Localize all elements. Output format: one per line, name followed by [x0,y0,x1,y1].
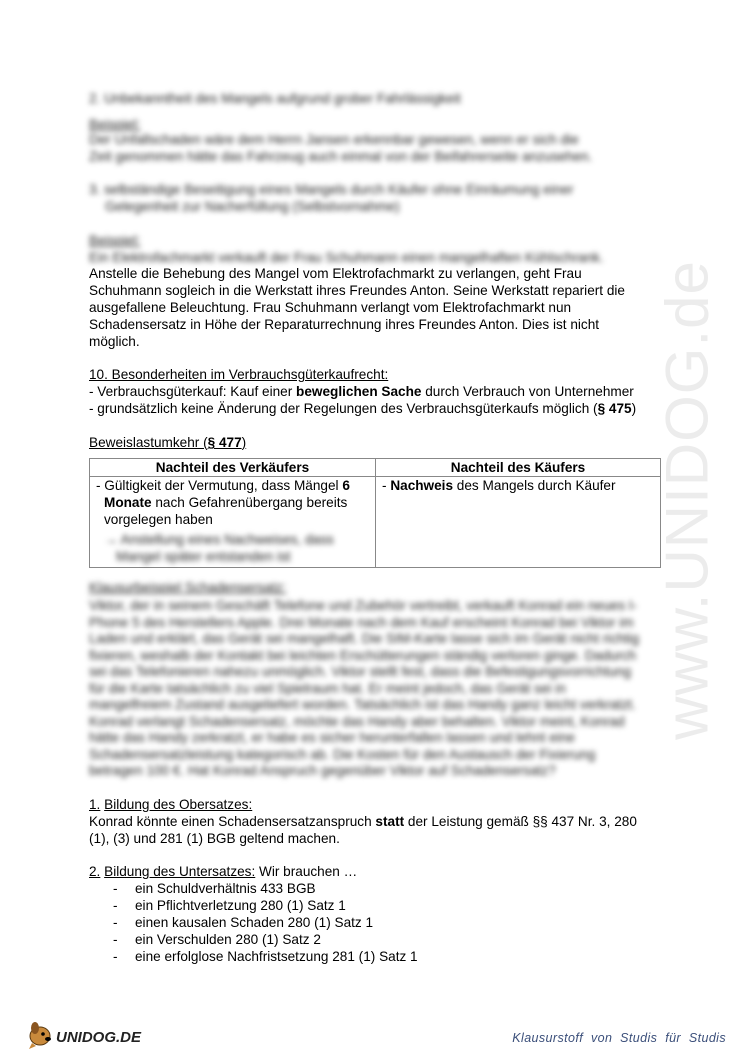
table-header: Nachteil des Käufers [376,459,661,477]
step-1-line-1: Konrad könnte einen Schadensersatzanspruch statt der Leistung gemäß §§ 437 Nr. 3, 280 [89,814,637,829]
step-1-line-2: (1), (3) und 281 (1) BGB geltend machen. [89,831,340,846]
blurred-item-3: 3. selbständige Beseitigung eines Mangels durch Käufer ohne Einräumung einer [89,182,574,197]
blurred-example-line: Ein Elektrofachmarkt verkauft der Frau Schuhmann einen mangelhaften Kühlschrank. [89,250,604,265]
blurred-case-line: mangelfreiem Zustand ausgeliefert worden. Tatsächlich ist das Handy ganz leicht verkratzt. [89,697,636,712]
table-cell-seller: - Gültigkeit der Vermutung, dass Mängel 6 Monate nach Gefahrenübergang bereits vorgelegen haben → Anstellung eines Nachweises, dass Mangel später entstanden ist [90,477,376,568]
blurred-case-line: fixieren, weshalb der Kontakt bei leichten Erschütterungen ständig verloren ginge. Dadurch [89,647,637,663]
beweislast-heading: Beweislastumkehr (§ 477) [89,435,247,450]
list-item: - ein Verschulden 280 (1) Satz 2 [113,932,321,947]
logo-text: UNIDOG.DE [56,1029,142,1046]
blurred-case-line: Konrad verlangt Schadensersatz, möchte das Handy aber behalten. Viktor meint, Konrad [89,713,625,729]
list-item: - einen kausalen Schaden 280 (1) Satz 1 [113,915,374,930]
section-10-heading: 10. Besonderheiten im Verbrauchsgüterkaufrecht: [89,367,389,382]
blurred-case-line: für die Karte tatsächlich zu viel Spielraum hat. Er meint jedoch, das Gerät sei in [89,680,566,696]
step-1-heading: 1. Bildung des Obersatzes: [89,797,253,812]
blurred-case-line: Viktor, der in seinem Geschäft Telefone und Zubehör vertreibt, verkauft Konrad ein neues I- [89,598,638,613]
blurred-case-line: Laden und erklärt, das Gerät sei mangelhaft. Die SIM-Karte lasse sich im Gerät nicht richtig [89,631,640,646]
example-line: Schadensersatz in Höhe der Reparaturrechnung ihres Freundes Anton. Dies ist nicht [89,317,600,332]
unidog-logo [26,1016,156,1050]
blurred-item-3: Gelegenheit zur Nacherfüllung (Selbstvornahme) [105,199,400,214]
blurred-example-label: Beispiel: [89,233,141,248]
step-2-heading: 2. Bildung des Untersatzes: Wir brauchen … [89,864,358,879]
list-item: - eine erfolglose Nachfristsetzung 281 (1) Satz 1 [113,949,418,964]
table-cell-buyer: - Nachweis des Mangels durch Käufer [376,477,661,568]
blurred-case-line: betragen 100 €. Hat Konrad Anspruch gegenüber Viktor auf Schadensersatz? [89,763,556,778]
example-line: möglich. [89,334,140,349]
section-10-line-2: - grundsätzlich keine Änderung der Regelungen des Verbrauchsgüterkaufs möglich (§ 475) [89,401,637,416]
blurred-case-line: Phone 5 des Herstellers Apple. Drei Monate nach dem Kauf erscheint Konrad bei Viktor im [89,614,634,630]
blurred-case-line: hätte das Handy zerkratzt, er habe es sicher herunterfallen lassen und lehnt eine [89,730,575,745]
list-item: - ein Schuldverhältnis 433 BGB [113,881,316,896]
blurred-item-2: 2. Unbekanntheit des Mangels aufgrund grober Fahrlässigkeit [89,91,461,106]
list-item: - ein Pflichtverletzung 280 (1) Satz 1 [113,898,346,913]
blurred-example-line: Der Unfallschaden wäre dem Herrn Jansen erkennbar gewesen, wenn er sich die [89,132,579,147]
table-header: Nachteil des Verkäufers [90,459,376,477]
blurred-example-line: Zeit genommen hätte das Fahrzeug auch einmal von der Beifahrerseite anzusehen. [89,149,593,164]
dog-icon [26,1016,156,1050]
example-line: ausgefallene Beleuchtung. Frau Schuhmann verlangt vom Elektrofachmarkt nun [89,300,572,315]
comparison-table [89,458,661,568]
blurred-example-label: Beispiel: [89,117,141,132]
section-10-line-1: - Verbrauchsgüterkauf: Kauf einer beweglichen Sache durch Verbrauch von Unternehmer [89,384,634,399]
blurred-case-line: Schadensersatzleistung kategorisch ab. Die Kosten für den Austausch der Fixierung [89,746,596,762]
blurred-case-heading: Klausurbeispiel Schadensersatz: [89,580,287,595]
example-line: Anstelle die Behebung des Mangel vom Elektrofachmarkt zu verlangen, geht Frau [89,266,582,281]
footer-tagline: Klausurstoff von Studis für Studis [512,1031,726,1045]
blurred-case-line: sei das Telefonieren nahezu unmöglich. Viktor stellt fest, dass die Befestigungsvorrichtung [89,664,632,679]
example-line: Schuhmann sogleich in die Werkstatt ihres Freundes Anton. Seine Werkstatt repariert die [89,283,625,298]
watermark-text: www.UNIDOG.de [653,260,721,740]
